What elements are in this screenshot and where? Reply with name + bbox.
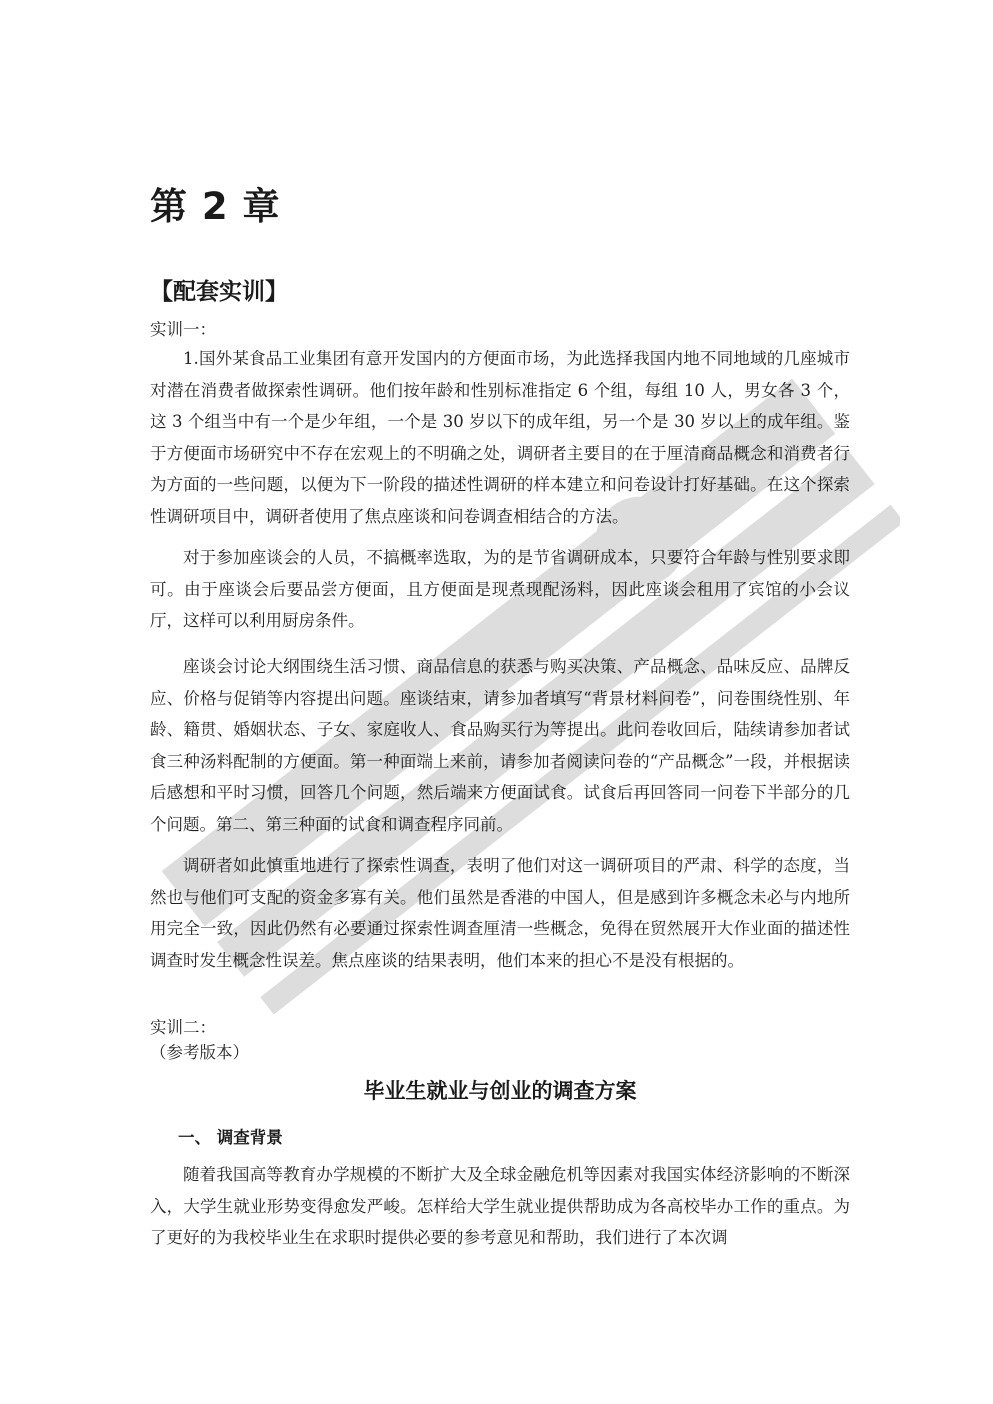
training-1-paragraph-3: 座谈会讨论大纲围绕生活习惯、商品信息的获悉与购买决策、产品概念、品味反应、品牌反应、价格与促销等内容提出问题。座谈结束，请参加者填写“背景材料问卷”，问卷围绕性别、年龄、籍贯、婚姻状态、子女、家庭收人、食品购买行为等提出。此问卷收回后，陆续请参加者试食三种汤料配制的方便面。第一种面端上来前，请参加者阅读问卷的“产品概念”一段，并根据读后感想和平时习惯，回答几个问题，然后端来方便面试食。试食后再回答同一问卷下半部分的几个问题。第二、第三种面的试食和调查程序同前。	[150, 657, 850, 834]
training-1-label: 实训一：	[150, 320, 216, 339]
section-title: 【配套实训】	[150, 279, 288, 305]
training-1-paragraph-1: 1.国外某食品工业集团有意开发国内的方便面市场，为此选择我国内地不同地域的几座城市对潜在消费者做探索性调研。他们按年龄和性别标准指定 6 个组，每组 10 人，男女各 3 个，这 3 个组当中有一个是少年组，一个是 30 岁以下的成年组，另一个是 30 岁以上的成年组。鉴于方便面市场研究中不存在宏观上的不明确之处，调研者主要目的在于厘清商品概念和消费者行为方面的一些问题，以便为下一阶段的描述性调研的样本建立和问卷设计打好基础。在这个探索性调研项目中，调研者使用了焦点座谈和问卷调查相结合的方法。	[150, 349, 850, 526]
training-1-paragraph-4: 调研者如此慎重地进行了探索性调查，表明了他们对这一调研项目的严肃、科学的态度，当然也与他们可支配的资金多寡有关。他们虽然是香港的中国人，但是感到许多概念未必与内地所用完全一致，因此仍然有必要通过探索性调查厘清一些概念，免得在贸然展开大作业面的描述性调查时发生概念性误差。焦点座谈的结果表明，他们本来的担心不是没有根据的。	[150, 856, 850, 970]
training-2-label: 实训二：	[150, 1018, 216, 1037]
training-1-paragraph-2: 对于参加座谈会的人员，不搞概率选取，为的是节省调研成本，只要符合年龄与性别要求即可。由于座谈会后要品尝方便面，且方便面是现煮现配汤料，因此座谈会租用了宾馆的小会议厅，这样可以利用厨房条件。	[150, 548, 850, 630]
chapter-title: 第 2 章	[150, 185, 281, 228]
survey-background-paragraph: 随着我国高等教育办学规模的不断扩大及全球金融危机等因素对我国实体经济影响的不断深入，大学生就业形势变得愈发严峻。怎样给大学生就业提供帮助成为各高校毕办工作的重点。为了更好的为我校毕业生在求职时提供必要的参考意见和帮助，我们进行了本次调	[150, 1165, 850, 1247]
survey-background-heading: 一、 调查背景	[178, 1128, 283, 1147]
survey-plan-title: 毕业生就业与创业的调查方案	[363, 1079, 637, 1103]
training-2-note: （参考版本）	[150, 1043, 249, 1062]
